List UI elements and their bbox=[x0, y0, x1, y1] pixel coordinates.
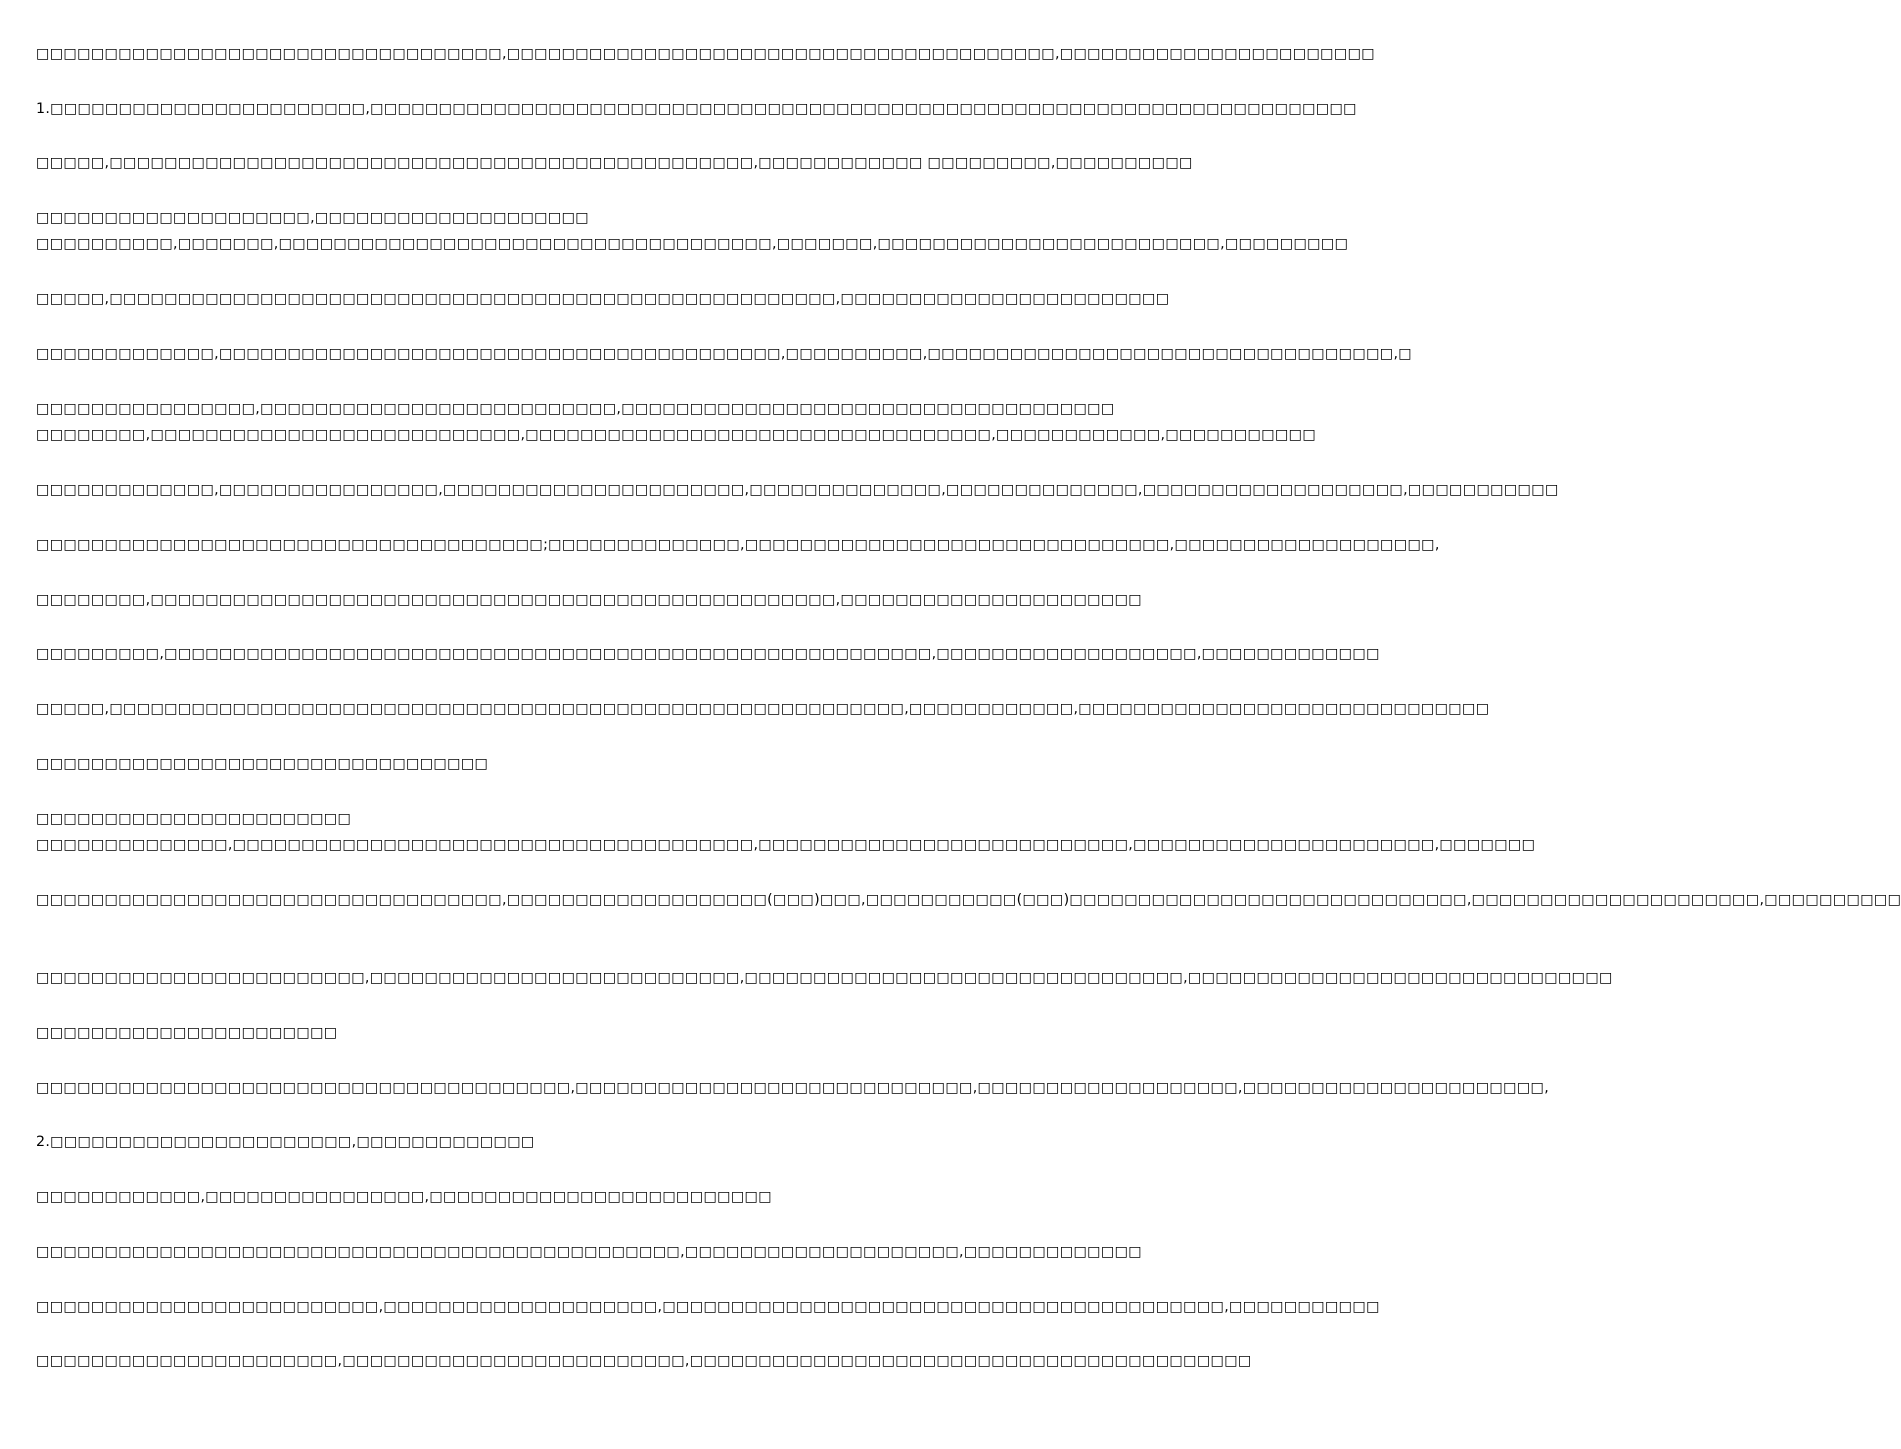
paragraph-line: □□□□□□□□□□□□□□□□□□□□□□ bbox=[36, 1025, 338, 1041]
paragraph-line: □□□□□□□□□□□□□□□□,□□□□□□□□□□□□□□□□□□□□□□□□□□,□□□□□□□□□□□□□□□□□□□□□□□□□□□□□□□□□□□□ bbox=[36, 401, 1115, 417]
paragraph-line: □□□□□□□□□□□□□□□□□□□□,□□□□□□□□□□□□□□□□□□□□ bbox=[36, 210, 589, 226]
paragraph-line: □□□□□□□□□□□□□□□□□□□□□□□□□□□□□□□□□□,□□□□□□□□□□□□□□□□□□□(□□□)□□□,□□□□□□□□□□□(□□□)□□□□□□□□□□□□□□□□□□□□□□□□□□□□□,□□□□□□□□□□□□□□□□□□□□□,□□□□□□□□□□ bbox=[36, 892, 1901, 908]
paragraph-line: □□□□□□□□□□,□□□□□□□,□□□□□□□□□□□□□□□□□□□□□□□□□□□□□□□□□□□□,□□□□□□□,□□□□□□□□□□□□□□□□□□□□□□□□□,□□□□□□□□□ bbox=[36, 236, 1349, 252]
paragraph-line: □□□□□□□□□□□□□□□□□□□□□□□□,□□□□□□□□□□□□□□□□□□□□□□□□□□□,□□□□□□□□□□□□□□□□□□□□□□□□□□□□□□□□,□□□□□□□□□□□□□□□□□□□□□□□□□□□□□□□ bbox=[36, 970, 1613, 986]
paragraph-line: □□□□□□□□□□□□□□□□□□□□□□□□□□□□□□□□□□□□□□□,□□□□□□□□□□□□□□□□□□□□□□□□□□□□□,□□□□□□□□□□□□□□□□□□□,□□□□□□□□□□□□□□□□□□□□□□, bbox=[36, 1080, 1550, 1096]
paragraph-line: □□□□□□□□□□□□□,□□□□□□□□□□□□□□□□,□□□□□□□□□□□□□□□□□□□□□□,□□□□□□□□□□□□□□,□□□□□□□□□□□□□□,□□□□□□□□□□□□□□□□□□□,□□□□□□□□□□□ bbox=[36, 482, 1559, 498]
paragraph-line: □□□□□□□□□,□□□□□□□□□□□□□□□□□□□□□□□□□□□□□□□□□□□□□□□□□□□□□□□□□□□□□□□□,□□□□□□□□□□□□□□□□□□□,□□□□□□□□□□□□□ bbox=[36, 646, 1380, 662]
paragraph-line: □□□□□□□□□□□□□□□□□□□□□□,□□□□□□□□□□□□□□□□□□□□□□□□□,□□□□□□□□□□□□□□□□□□□□□□□□□□□□□□□□□□□□□□□□□ bbox=[36, 1353, 1252, 1369]
paragraph-line: □□□□□□□□□□□□□□□□□□□□□□□□□,□□□□□□□□□□□□□□□□□□□□,□□□□□□□□□□□□□□□□□□□□□□□□□□□□□□□□□□□□□□□□□,□□□□□□□□□□□ bbox=[36, 1299, 1380, 1315]
paragraph-line: □□□□□□□□□□□□□□□□□□□□□□□□□□□□□□□□□ bbox=[36, 756, 489, 772]
paragraph-line: □□□□□□□□□□□□□□□□□□□□□□□□□□□□□□□□□□□□□;□□□□□□□□□□□□□□,□□□□□□□□□□□□□□□□□□□□□□□□□□□□□□□,□□□□□□□□□□□□□□□□□□□, bbox=[36, 537, 1440, 553]
paragraph-line: □□□□□□□□□□□□□□□□□□□□□□□□□□□□□□□□□□□□□□□□□□□□□□□,□□□□□□□□□□□□□□□□□□□□,□□□□□□□□□□□□□ bbox=[36, 1244, 1142, 1260]
paragraph-line: □□□□□□□□□□□□□,□□□□□□□□□□□□□□□□□□□□□□□□□□□□□□□□□□□□□□□□□,□□□□□□□□□□,□□□□□□□□□□□□□□□□□□□□□□□□□□□□□□□□□□,□ bbox=[36, 346, 1413, 362]
paragraph-line: □□□□□□□□□□□□□□□□□□□□□□□ bbox=[36, 811, 352, 827]
paragraph-line: 2.□□□□□□□□□□□□□□□□□□□□□□,□□□□□□□□□□□□□ bbox=[36, 1134, 535, 1150]
document-page bbox=[36, 0, 1901, 1449]
paragraph-line: 1.□□□□□□□□□□□□□□□□□□□□□□□,□□□□□□□□□□□□□□□□□□□□□□□□□□□□□□□□□□□□□□□□□□□□□□□□□□□□□□□□□□□□□□□□□□□□□□□□ bbox=[36, 101, 1357, 117]
paragraph-line: □□□□□□□□□□□□,□□□□□□□□□□□□□□□□,□□□□□□□□□□□□□□□□□□□□□□□□□ bbox=[36, 1189, 772, 1205]
paragraph-line: □□□□□□□□□□□□□□□□□□□□□□□□□□□□□□□□□□,□□□□□□□□□□□□□□□□□□□□□□□□□□□□□□□□□□□□□□□□,□□□□□□□□□□□□□□□□□□□□□□□ bbox=[36, 46, 1375, 62]
paragraph-line: □□□□□□□□,□□□□□□□□□□□□□□□□□□□□□□□□□□□,□□□□□□□□□□□□□□□□□□□□□□□□□□□□□□□□□□,□□□□□□□□□□□□,□□□□□□□□□□□ bbox=[36, 427, 1317, 443]
paragraph-line: □□□□□,□□□□□□□□□□□□□□□□□□□□□□□□□□□□□□□□□□□□□□□□□□□□□□□□□□□□□,□□□□□□□□□□□□□□□□□□□□□□□□ bbox=[36, 291, 1170, 307]
paragraph-line: □□□□□,□□□□□□□□□□□□□□□□□□□□□□□□□□□□□□□□□□□□□□□□□□□□□□□□□□□□□□□□□□,□□□□□□□□□□□□,□□□□□□□□□□□□□□□□□□□□□□□□□□□□□□ bbox=[36, 701, 1490, 717]
paragraph-line: □□□□□□□□□□□□□□,□□□□□□□□□□□□□□□□□□□□□□□□□□□□□□□□□□□□□□,□□□□□□□□□□□□□□□□□□□□□□□□□□□,□□□□□□□□□□□□□□□□□□□□□□,□□□□□□□ bbox=[36, 837, 1536, 853]
paragraph-line: □□□□□□□□,□□□□□□□□□□□□□□□□□□□□□□□□□□□□□□□□□□□□□□□□□□□□□□□□□□,□□□□□□□□□□□□□□□□□□□□□□ bbox=[36, 592, 1142, 608]
paragraph-line: □□□□□,□□□□□□□□□□□□□□□□□□□□□□□□□□□□□□□□□□□□□□□□□□□□□□□,□□□□□□□□□□□□ □□□□□□□□□,□□□□□□□□□□ bbox=[36, 155, 1193, 171]
